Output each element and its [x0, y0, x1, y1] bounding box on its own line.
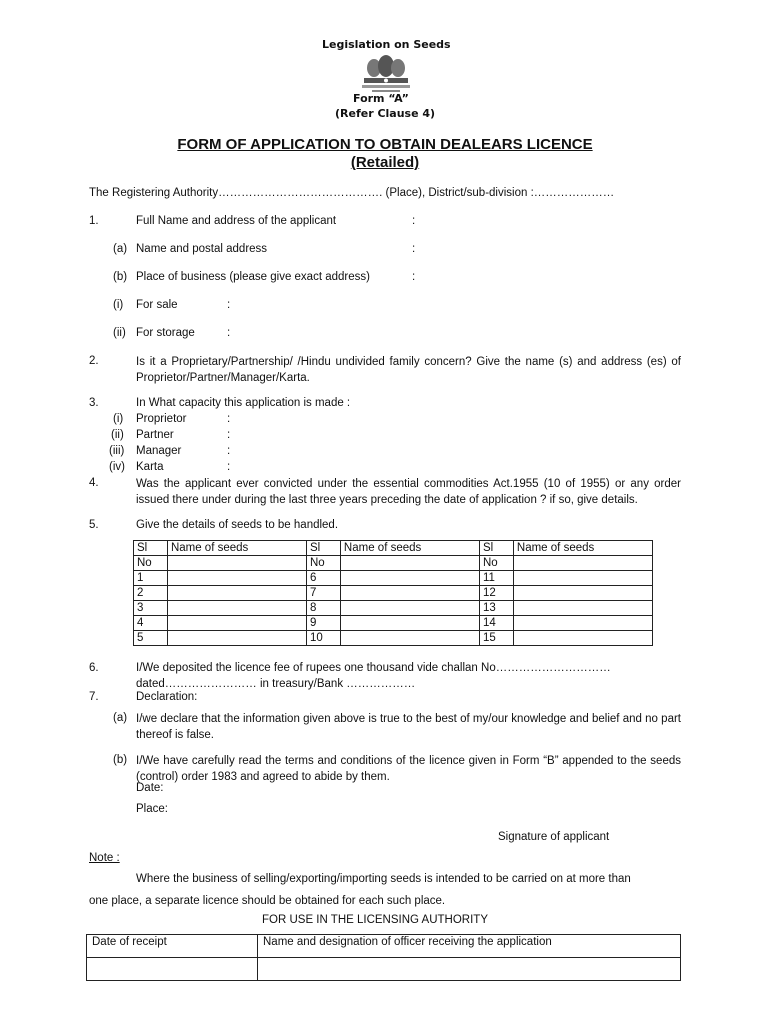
table-header-cell: Sl — [479, 541, 513, 556]
table-cell — [167, 571, 306, 586]
field-separator: : — [412, 215, 416, 227]
item-text-conviction: Was the applicant ever convicted under the essential commodities Act.1955 (10 of 1955) or any order issued there under during the last three years preceding the date of application ? if so, give details. — [136, 478, 681, 506]
table-cell: 9 — [306, 616, 340, 631]
note-label: Note : — [89, 852, 120, 864]
note-text-line1: Where the business of selling/exporting/importing seeds is intended to be carried on at more than — [136, 873, 631, 885]
field-separator: : — [227, 413, 231, 425]
table-cell: 10 — [306, 631, 340, 646]
table-header-cell: Sl — [306, 541, 340, 556]
table-row — [134, 541, 653, 556]
option-number: (ii) — [111, 429, 124, 441]
subitem-number: (b) — [113, 754, 128, 766]
subitem-number: (a) — [113, 712, 128, 724]
date-label: Date: — [136, 782, 164, 794]
subitem-number: (b) — [113, 271, 128, 283]
table-cell — [340, 556, 479, 571]
table-cell — [167, 556, 306, 571]
table-cell — [513, 601, 652, 616]
item-label-for-storage: For storage — [136, 327, 195, 339]
item-number: 2. — [89, 355, 99, 367]
item-text-fee-date: dated…………………… in treasury/Bank ……………… — [136, 678, 416, 690]
option-partner: Partner — [136, 429, 174, 441]
option-number: (iv) — [109, 461, 125, 473]
field-separator: : — [412, 271, 416, 283]
date-of-receipt-cell — [87, 958, 258, 981]
clause-reference: (Refer Clause 4) — [335, 107, 436, 120]
table-cell: 14 — [479, 616, 513, 631]
table-row — [134, 571, 653, 586]
table-row — [134, 586, 653, 601]
table-header-cell: Name of seeds — [340, 541, 479, 556]
form-subtitle: (Retailed) — [350, 154, 420, 171]
table-header-cell: No — [134, 556, 168, 571]
table-cell — [340, 586, 479, 601]
item-text-concern-type: Is it a Proprietary/Partnership/ /Hindu undivided family concern? Give the name (s) and address (es) of Proprietor/Partner/Manager/Karta. — [136, 356, 681, 384]
seeds-table — [133, 540, 653, 646]
table-cell — [513, 586, 652, 601]
item-label-for-sale: For sale — [136, 299, 178, 311]
item-text-fee-deposit: I/We deposited the licence fee of rupees one thousand vide challan No………………………… — [136, 662, 611, 674]
item-text-seeds: Give the details of seeds to be handled. — [136, 519, 339, 531]
officer-name-cell — [258, 958, 681, 981]
table-cell — [513, 571, 652, 586]
table-cell: 4 — [134, 616, 168, 631]
signature-label: Signature of applicant — [498, 831, 610, 843]
table-header-cell: No — [306, 556, 340, 571]
office-use-heading: FOR USE IN THE LICENSING AUTHORITY — [262, 914, 488, 926]
table-cell: 12 — [479, 586, 513, 601]
table-cell — [340, 631, 479, 646]
table-header-cell: Name and designation of officer receiving the application — [258, 935, 681, 958]
place-label: Place: — [136, 803, 168, 815]
item-number: 1. — [89, 215, 99, 227]
table-cell — [513, 556, 652, 571]
table-cell: 6 — [306, 571, 340, 586]
subitem-number: (i) — [113, 299, 124, 311]
table-row — [87, 935, 681, 958]
table-cell — [513, 631, 652, 646]
table-cell: 13 — [479, 601, 513, 616]
table-header-cell: Date of receipt — [87, 935, 258, 958]
item-label-place-of-business: Place of business (please give exact address) — [136, 271, 370, 283]
table-cell: 2 — [134, 586, 168, 601]
table-cell — [340, 571, 479, 586]
item-number: 3. — [89, 397, 99, 409]
table-row — [134, 601, 653, 616]
option-number: (iii) — [109, 445, 125, 457]
table-cell — [340, 601, 479, 616]
option-karta: Karta — [136, 461, 164, 473]
authority-line: The Registering Authority……………………………………. (Place), District/sub-division :………………… — [89, 187, 615, 199]
office-use-table — [86, 934, 681, 981]
field-separator: : — [227, 445, 231, 457]
table-cell: 15 — [479, 631, 513, 646]
table-cell: 3 — [134, 601, 168, 616]
field-separator: : — [227, 429, 231, 441]
subitem-number: (ii) — [113, 327, 126, 339]
table-header-cell: Name of seeds — [513, 541, 652, 556]
item-number: 6. — [89, 662, 99, 674]
item-label-applicant: Full Name and address of the applicant — [136, 215, 337, 227]
subitem-number: (a) — [113, 243, 128, 255]
item-label-postal-address: Name and postal address — [136, 243, 268, 255]
table-row — [134, 556, 653, 571]
table-cell — [167, 601, 306, 616]
table-cell — [167, 586, 306, 601]
table-header-cell: Sl — [134, 541, 168, 556]
table-cell — [167, 616, 306, 631]
item-text-capacity: In What capacity this application is made : — [136, 397, 351, 409]
field-separator: : — [227, 299, 231, 311]
table-cell: 8 — [306, 601, 340, 616]
table-row — [87, 958, 681, 981]
form-label: Form “A” — [353, 92, 409, 105]
note-text-line2: one place, a separate licence should be obtained for each such place. — [89, 895, 446, 907]
declaration-a-text: I/we declare that the information given above is true to the best of my/our knowledge and belief and no part thereof is false. — [136, 713, 681, 741]
table-cell — [167, 631, 306, 646]
table-cell: 7 — [306, 586, 340, 601]
item-number: 7. — [89, 691, 99, 703]
item-text-declaration: Declaration: — [136, 691, 198, 703]
field-separator: : — [227, 327, 231, 339]
field-separator: : — [412, 243, 416, 255]
declaration-b-text: I/We have carefully read the terms and conditions of the licence given in Form “B” appended to the seeds (control) order 1983 and agreed to abide by them. — [136, 755, 681, 783]
table-cell: 1 — [134, 571, 168, 586]
item-number: 4. — [89, 477, 99, 489]
table-cell — [513, 616, 652, 631]
table-header-cell: Name of seeds — [167, 541, 306, 556]
form-title: FORM OF APPLICATION TO OBTAIN DEALEARS LICENCE — [177, 136, 593, 153]
option-manager: Manager — [136, 445, 182, 457]
document-header: Legislation on Seeds — [322, 38, 451, 51]
table-row — [134, 631, 653, 646]
item-number: 5. — [89, 519, 99, 531]
field-separator: : — [227, 461, 231, 473]
table-header-cell: No — [479, 556, 513, 571]
option-number: (i) — [113, 413, 124, 425]
option-proprietor: Proprietor — [136, 413, 187, 425]
national-emblem-icon — [358, 54, 414, 94]
table-cell — [340, 616, 479, 631]
table-cell: 5 — [134, 631, 168, 646]
table-cell: 11 — [479, 571, 513, 586]
table-row — [134, 616, 653, 631]
